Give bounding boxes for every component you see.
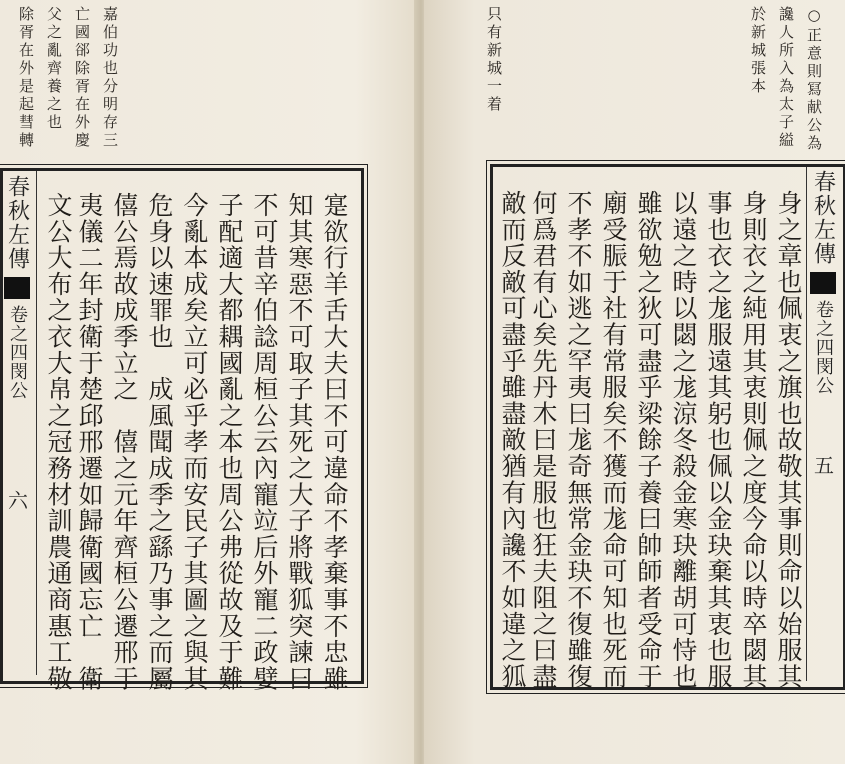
- main-column-8: 夷儀二年封衛于楚邱邢遷如歸衛國忘亡 衛: [75, 192, 104, 692]
- main-column-3: 事也衣之尨服遠其躬也佩以金玦棄其衷也服: [704, 190, 733, 690]
- main-column-6: 危身以速罪也 成風聞成季之繇乃事之而屬: [145, 192, 174, 692]
- main-column-7: 不孝不如逃之罕夷曰尨奇無常金玦不復雖復: [564, 190, 593, 690]
- main-column-6: 廟受脤于社有常服矣不獲而尨命可知也死而: [599, 190, 628, 690]
- side-strip: [2, 175, 32, 675]
- side-divider: [806, 167, 807, 681]
- main-column-4: 以遠之時以閟之尨涼冬殺金寒玦離胡可恃也: [669, 190, 698, 690]
- page-number: 六: [4, 490, 29, 510]
- top-note-3: 於新城張本: [749, 6, 767, 96]
- page-number: 五: [810, 455, 835, 475]
- top-note-4: 除胥在外是起彗轉: [17, 6, 35, 150]
- top-note-1: 嘉伯功也分明存三: [101, 6, 119, 150]
- top-note-3: 父之亂齊養之也: [45, 6, 63, 132]
- section-label: 閔公: [7, 362, 28, 400]
- side-divider: [36, 171, 37, 675]
- top-note-1: ○正意則冩献公為: [805, 6, 823, 153]
- main-column-7: 僖公焉故成季立之 僖之元年齊桓公遷邢于: [110, 192, 139, 692]
- main-column-2: 知其寒惡不可取子其死之大子將戰狐突諫曰: [285, 192, 314, 692]
- main-column-9: 敵而反敵可盡乎雖盡敵猶有內讒不如違之狐: [498, 190, 527, 690]
- main-column-4: 子配適大都耦國亂之本也周公弗從故及于難: [215, 192, 244, 692]
- main-column-5: 雖欲勉之狄可盡乎梁餘子養曰帥師者受命于: [634, 190, 663, 690]
- main-column-2: 身則衣之純用其衷則佩之度今命以時卒閟其: [739, 190, 768, 690]
- top-note-4: 只有新城一着: [485, 6, 503, 114]
- volume-label: 卷之四: [813, 300, 834, 357]
- main-column-1: 寔欲行羊舌大夫曰不可違命不孝棄事不忠雖: [320, 192, 349, 692]
- left-page: [0, 0, 418, 764]
- black-tab: [4, 277, 30, 299]
- main-column-3: 不可昔辛伯諗周桓公云內寵竝后外寵二政嬖: [250, 192, 279, 692]
- right-page: [424, 0, 845, 764]
- main-column-8: 何爲君有心矣先丹木曰是服也狂夫阻之曰盡: [529, 190, 558, 690]
- main-column-1: 身之章也佩衷之旗也故敬其事則命以始服其: [774, 190, 803, 690]
- section-label: 閔公: [813, 357, 834, 395]
- top-note-2: 讒人所入為太子縊: [777, 6, 795, 150]
- top-note-2: 亡國郤除胥在外慶: [73, 6, 91, 150]
- main-column-9: 文公大布之衣大帛之冠務材訓農通商惠工敬: [44, 192, 73, 692]
- book-title: 春秋左傳: [4, 175, 30, 271]
- side-strip: [808, 170, 838, 680]
- main-column-5: 今亂本成矣立可必乎孝而安民子其圖之與其: [180, 192, 209, 692]
- black-tab: [810, 272, 836, 294]
- volume-label: 卷之四: [7, 305, 28, 362]
- book-title: 春秋左傳: [810, 170, 836, 266]
